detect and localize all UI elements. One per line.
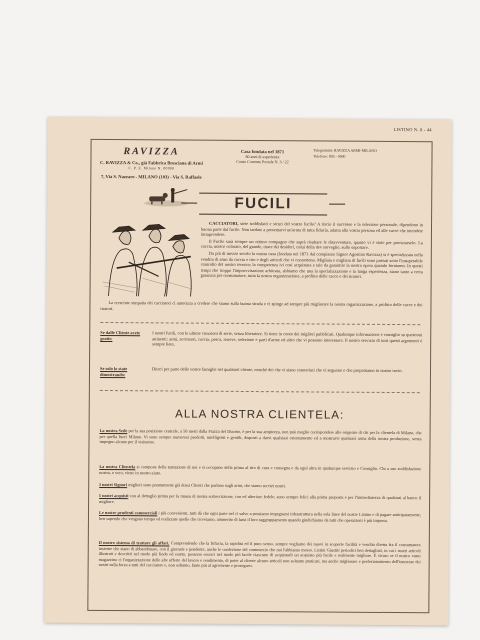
content-frame bbox=[87, 139, 432, 613]
intro-text bbox=[201, 221, 423, 281]
section-text: Comprendendo che la fiducia, la rapidità ed il puro senso, sempre vogliamo dei nuovi in scoperte facilità e vendita diretta fra il consumatore insieme che siano di abbandonare, con il giornale e pendente, anche le confezione del commercio che noi l'abbiamo messo. Listini Giustiti periodici ben dettagliati, in cui i nostri articoli illustrati e descritti nel modo più lindo ed esatto, possono esserci nel modo più facile ciascuno di acquistarli un acquisto più facile e realmente migliore. È sicuro se il nostro vasto magazzino ci l'organizzazione delle alte offerte del lavoro e rendimento, di poter al cliente alcuno articoli non soltanto praticati, ma anche migliorare e perfezionamento dell'interesse dei nostri sulla forza a tutti del cacciatore e, non soltanto, faute più al agremente e prosegueo. bbox=[98, 540, 421, 569]
section-text: con al dettaglio prima per la massa di nostra sottoscrizione, con ed ulteriore fedele; sono sempre felici alla prima proposta e per l'immediatezza di qualsiasi al banco il migliore. bbox=[99, 493, 422, 504]
intro-paragraph-1: siete soddisfatti e sicuri del vostro fucile? A rìscio il successo e la selezione personale, dipendono in buona parte dal fucile. Non tardate a presentarvi un'arma di tutta fiducia, adatta alla vostra persona ed alle cacce che intendete intraprendere. bbox=[200, 220, 424, 238]
clientele-section bbox=[99, 482, 421, 490]
firm-name: C. RAVIZZA & Co., già Fabbrica Bresciana di Armi bbox=[100, 159, 203, 166]
section-text: per la sua posizione centrale, a 50 metri dalla Piazza del Duomo, è per la sua ampiezza, non può meglio corrispondere alle esigenze di chi per la clientela di Milano, che per quella fuori Milano. Vi sono sempre numerosi prodotti, intelligenti e gentili, disposti a darvi qualsiasi orientamento ed a mostrarvi qualsiasi arma della nostra produzione, senza impegno alcuno per il visitatore. bbox=[99, 428, 422, 445]
hunter-dog-logo bbox=[141, 186, 191, 208]
company-header bbox=[91, 146, 211, 180]
divider bbox=[100, 390, 420, 393]
section-text: migliori sono prontamente già dossi Clienti che parlano sugli armi, che siamo servizi nostri. bbox=[128, 482, 287, 489]
info-row-text: I nostri fucili, con le ultime creazioni di serie, senza liberatore. Si tiene in conto dei migliori pubblicati. Qualunque informazione e consiglio su questioni attinenti: armi, accessori, caccia, pesca, riserve, selezione e parti d'arme ed altro che vi possono interessare. Il nostro servizio di tutti questi argomenti è sempre lieto. bbox=[152, 330, 423, 347]
info-row bbox=[100, 366, 422, 379]
section-heading: La nostra Sede bbox=[99, 427, 128, 434]
divider bbox=[100, 322, 420, 325]
firm-subline: C. P. E. Milano N. 00000 bbox=[128, 166, 175, 171]
intro-paragraph-2: Il Fucile sarà sempre un ottimo compagno che saprà risultare le disavventure, quanto vi è stato per procurarselo. La caccia, unisce colorato, del grande, tirate dei desideri, colui della dev sorveglio, sullo soportare. bbox=[200, 238, 423, 251]
experience-line: 80 anni di esperienza bbox=[245, 153, 280, 160]
clientele-section bbox=[99, 428, 421, 447]
section-heading: La nostra Clientela bbox=[99, 463, 136, 470]
contact-info bbox=[313, 147, 423, 160]
section-heading: Il nostro sistema di trattare gli affari. bbox=[98, 539, 170, 546]
page-title: FUCILI bbox=[199, 193, 327, 216]
section-heading: I nostri acquisti bbox=[99, 492, 129, 499]
intro-lead: CACCIATORI, bbox=[209, 220, 239, 226]
clientele-section bbox=[99, 540, 421, 570]
postal-account-line: Conto Corrente Postale N. 3 / 22 bbox=[236, 158, 289, 165]
listino-number: LISTINO N. 8 - 44 bbox=[393, 127, 432, 133]
telegram-line: Telegrammi: RAVIZZA ARMI-MILANO bbox=[313, 148, 377, 153]
section-heading: Le nostre prudenti commerciali bbox=[98, 509, 158, 516]
info-row-label: Se dalle Cliente avete gratis: bbox=[100, 329, 141, 341]
company-address: 7, Via S. Nazzaro - MILANO (103) - Via S. Raffaele bbox=[101, 173, 202, 180]
section-heading: I nostri Signori bbox=[99, 481, 128, 488]
info-row-label: Se solo lo state dimostrando: bbox=[99, 365, 128, 377]
intro-paragraph-3: Da più di mezzo secolo la nostra casa (fondata nel 1871 dal compianto Signor Agostino Ravizza) si è specializzata nella vendita di armi da caccia e tiro e degli articoli che vi connettono. Migliaia e migliaia di fucili sono passati sotto l'insuperabile controllo del nostro tecnico; la competenza ivi così acquistata e tale da garantire la nostra opera quando forniamo. In questi tempi che troppo l'improvvisazione arbitrata, abbiamo che una la specializzazione e la lunga esperienza, siano tanto a certa garanzia per consumatore, tutta la nostra organizzazione, a profitto delle cacce e dei tiratori. bbox=[200, 250, 423, 280]
intro-paragraph-4: La cresciute simpatia dei cacciatori ci autorizza a credere che siamo sulla buona strada e ci spinge ad sempre più migliorare la nostra organizzazione, a profitto delle cacce e dei tiratori. bbox=[100, 300, 423, 311]
section-text: i più convenienti, tutti dà che ogni parte nel ci salvo a possiamo impegnarsi infrastruttura nella sola linee del nostre Listino e di pagare anticipatamente; ben sapendo che vengono tempo ed realizzate quelle che riceviamo, ammerito di lassi il loro raggruppamento quando giudichiamo da tutti che operazioni è più importa. bbox=[98, 510, 422, 523]
info-row bbox=[100, 330, 422, 349]
section-text: si compone della trattazione di noi e si occupano della prima al tiro di cura e consegna e da ogni altra in qualunque servizio e Consiglio. Chi a suo soddisfazione nostra, o vero, viene in nostro aiuto. bbox=[99, 464, 422, 475]
phone-line: Telefono: 895 - 0000 bbox=[313, 154, 346, 159]
founding-info bbox=[219, 149, 305, 165]
founding-line: Casa fondata nel 1871 bbox=[240, 148, 285, 155]
clientele-heading: ALLA NOSTRA CLIENTELA: bbox=[175, 408, 345, 422]
hunters-illustration bbox=[99, 218, 196, 299]
catalog-sheet bbox=[44, 117, 452, 626]
info-row-text: Diteci per parte delle vostre famiglie nel qualsiasi cliente, nonché dei che vi siano conosciuti che vi seguono e che proponiamo in nostro invio. bbox=[151, 366, 403, 374]
clientele-section bbox=[99, 464, 421, 477]
clientele-section bbox=[99, 493, 421, 506]
brand-name: RAVIZZA bbox=[123, 146, 180, 158]
clientele-section bbox=[99, 510, 421, 523]
